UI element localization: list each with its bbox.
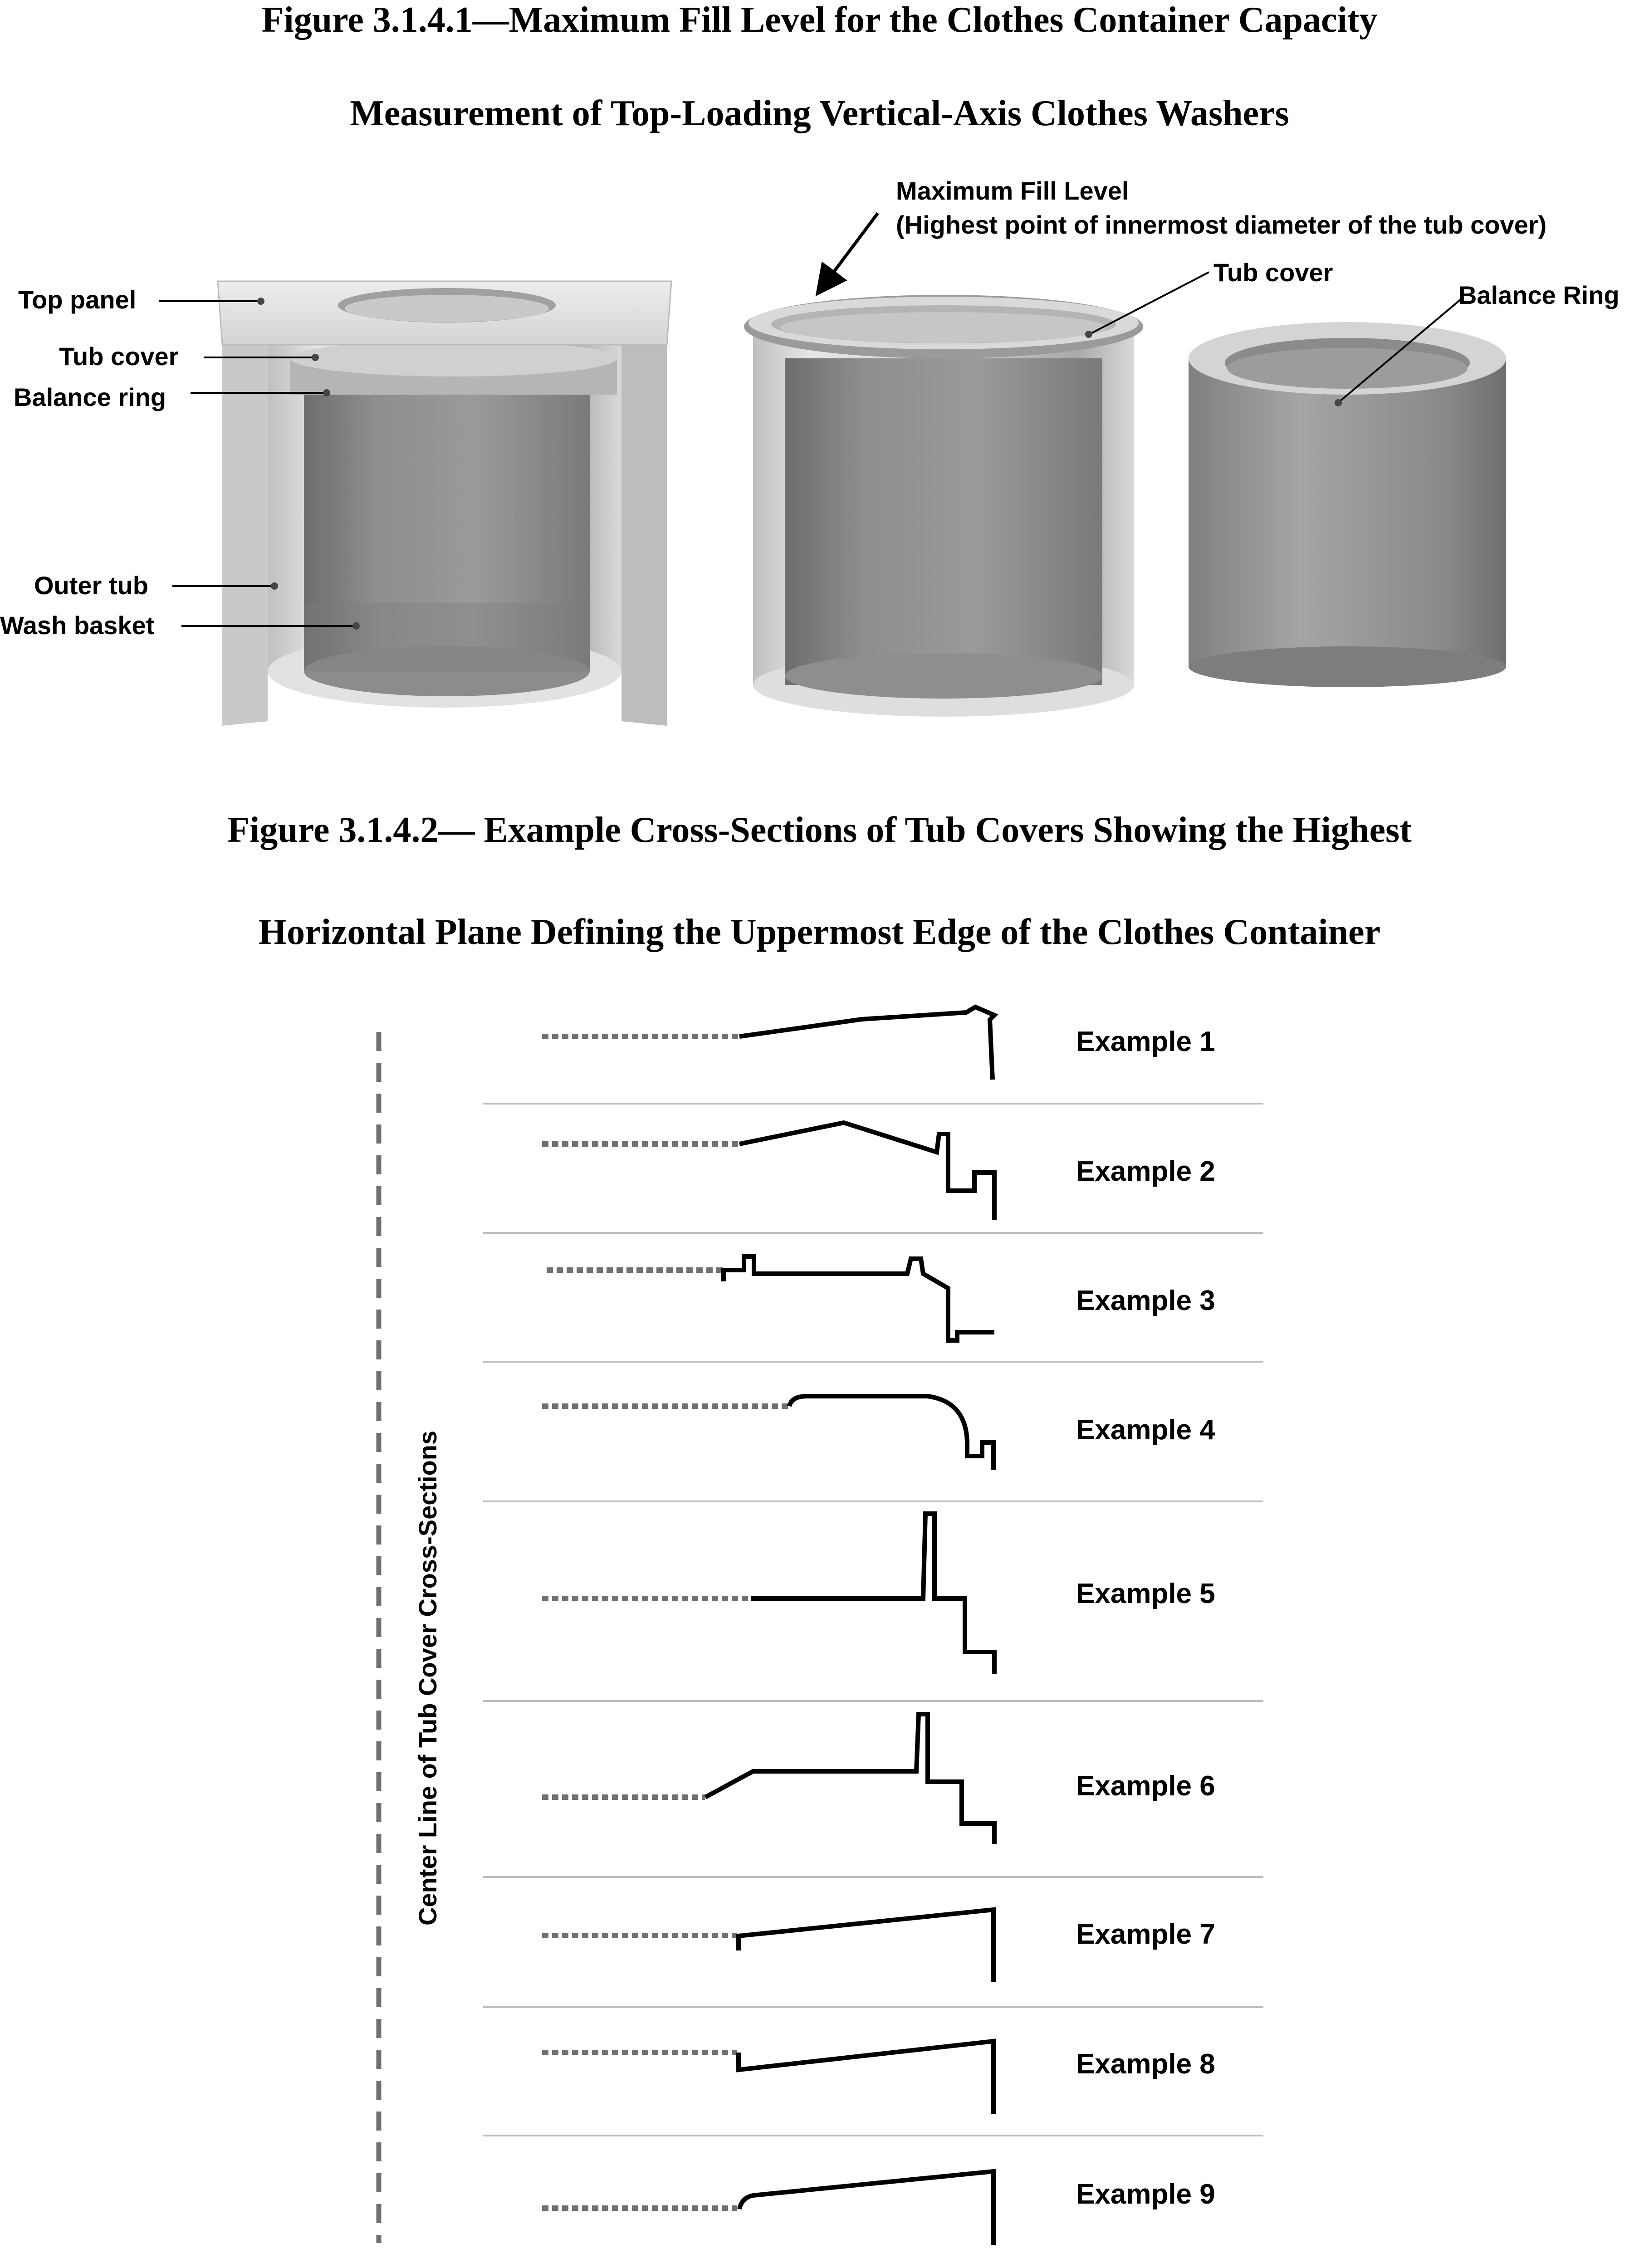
example-5-label: Example 5 [1076, 1578, 1215, 1609]
label-tub-cover-mid: Tub cover [1213, 258, 1333, 287]
example-7-cross-section [542, 1910, 1215, 1982]
example-4-cross-section [542, 1396, 1215, 1470]
label-balance-ring-left: Balance ring [14, 383, 166, 411]
example-4-label: Example 4 [1076, 1414, 1215, 1446]
example-8-cross-section [542, 2041, 1215, 2114]
tub-with-cover-illustration [744, 295, 1143, 717]
balance-ring-illustration [1189, 322, 1506, 687]
example-9-cross-section [542, 2171, 1215, 2245]
example-2-label: Example 2 [1076, 1156, 1215, 1187]
example-6-cross-section [542, 1714, 1215, 1844]
example-3-label: Example 3 [1076, 1285, 1215, 1316]
example-separators [483, 1104, 1263, 2136]
example-9-label: Example 9 [1076, 2179, 1215, 2210]
label-top-panel: Top panel [18, 285, 137, 314]
example-3-cross-section [547, 1256, 1215, 1340]
figure2-title-line2: Horizontal Plane Defining the Uppermost Edge of the Clothes Container [258, 912, 1381, 952]
figure1-title-line1: Figure 3.1.4.1—Maximum Fill Level for the Clothes Container Capacity [261, 0, 1378, 40]
washer-assembly-illustration [218, 281, 671, 726]
example-5-cross-section [542, 1514, 1215, 1674]
example-7-label: Example 7 [1076, 1919, 1215, 1950]
example-6-label: Example 6 [1076, 1770, 1215, 1802]
label-tub-cover-left: Tub cover [59, 342, 179, 371]
example-2-cross-section [542, 1123, 1215, 1220]
label-max-fill-note: (Highest point of innermost diameter of the tub cover) [896, 210, 1547, 239]
label-outer-tub: Outer tub [34, 571, 148, 600]
figure2-title-line1: Figure 3.1.4.2— Example Cross-Sections of Tub Covers Showing the Highest [227, 810, 1412, 850]
example-1-label: Example 1 [1076, 1026, 1215, 1057]
label-balance-ring-right: Balance Ring [1458, 281, 1619, 309]
figure1-title-line2: Measurement of Top-Loading Vertical-Axis Clothes Washers [350, 93, 1289, 133]
example-1-cross-section [542, 1007, 1215, 1080]
example-8-label: Example 8 [1076, 2048, 1215, 2080]
label-wash-basket: Wash basket [0, 611, 155, 640]
label-max-fill-level: Maximum Fill Level [896, 176, 1129, 205]
center-line-label: Center Line of Tub Cover Cross-Sections [413, 1430, 442, 1926]
